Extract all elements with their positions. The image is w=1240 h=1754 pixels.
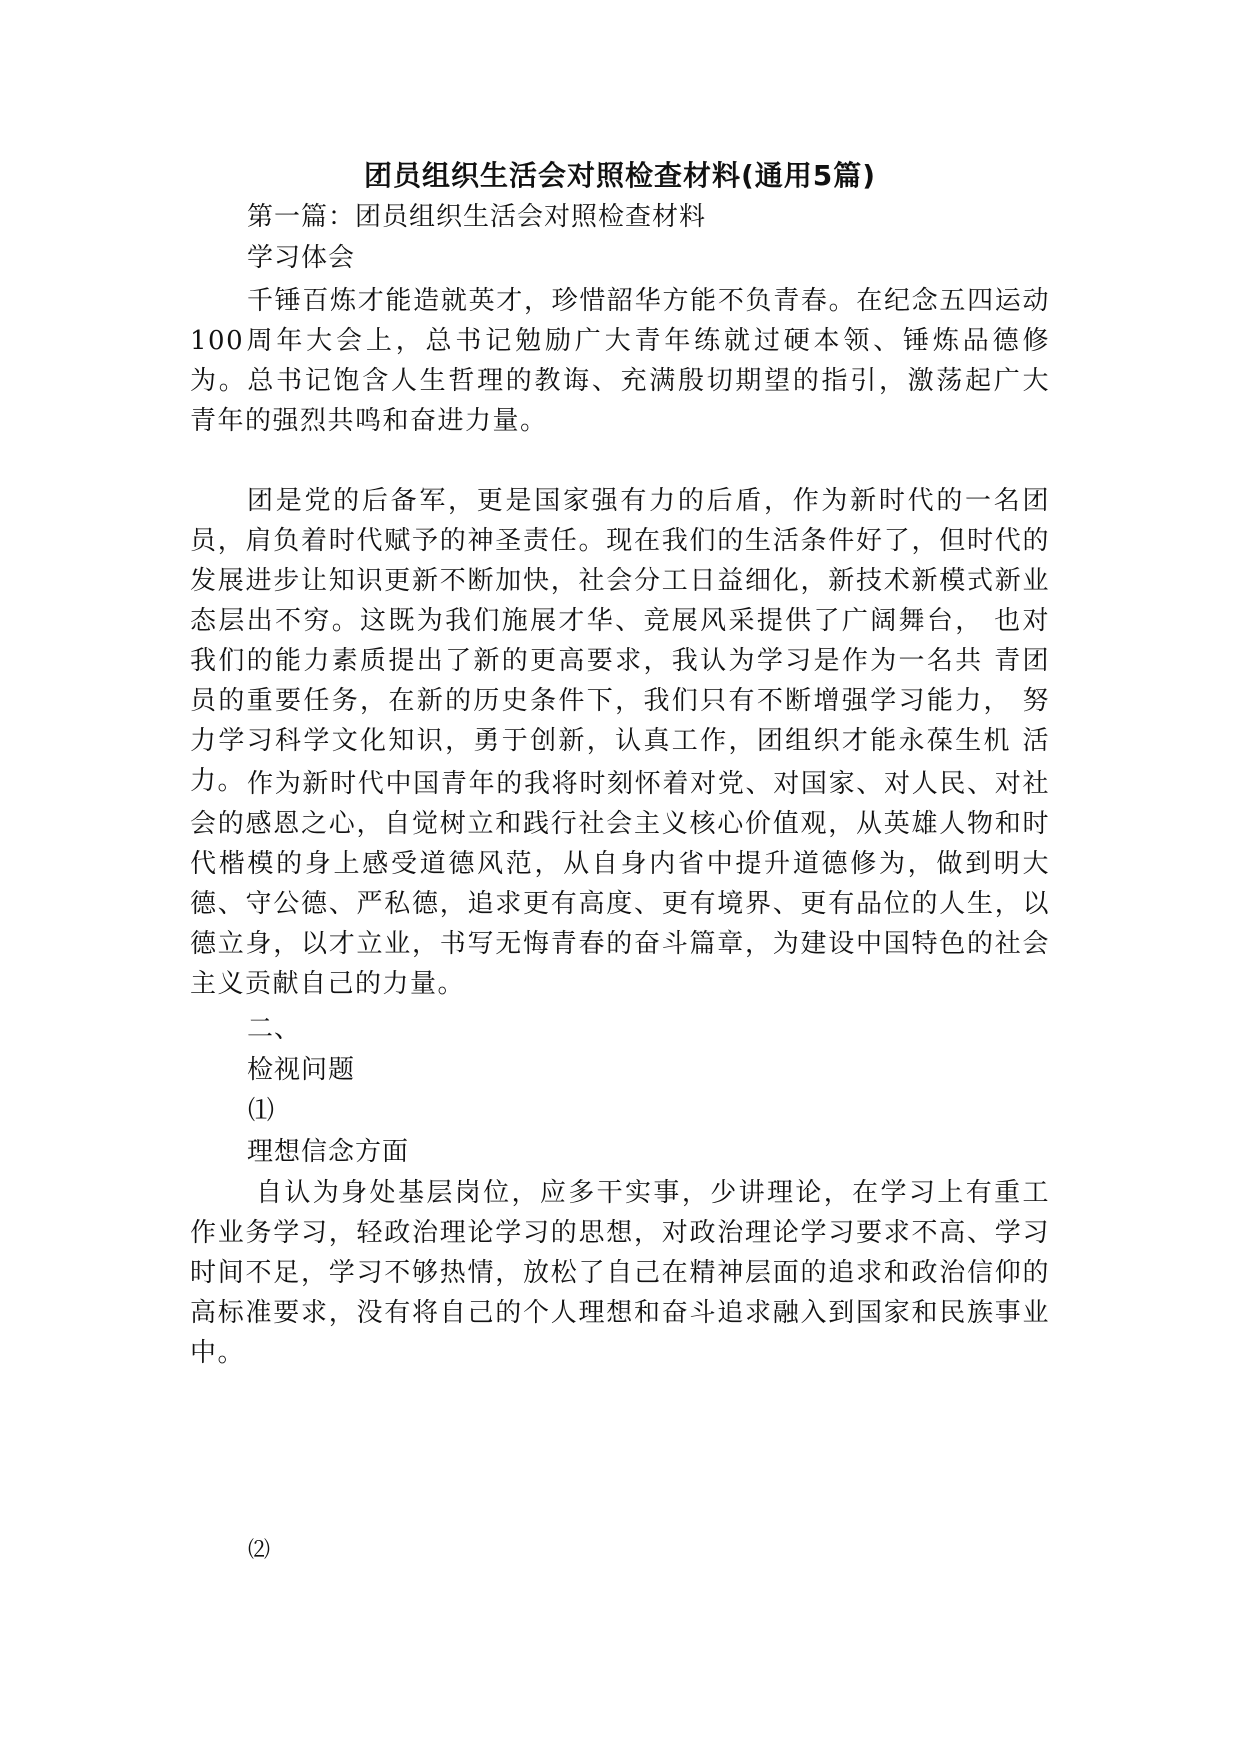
section1-heading: 第一篇：团员组织生活会对照检查材料 <box>247 202 707 232</box>
paragraph-2: 团是党的后备军，更是国家强有力的后盾，作为新时代的一名团员，肩负着时代赋予的神圣责任。现在我们的生活条件好了，但时代的发展进步让知识更新不断加快，社会分工日益细化，新技术新模式新业态层出不穷。这既为我们施展才华、竞展风采提供了广阔舞台， 也对我们的能力素质提出了新的更高要求，我认为学习是作为一名共 青团员的重要任务，在新的历史条件下，我们只有不断增强学习能力， 努力学习科学文化知识，勇于创新，认真工作，团组织才能永葆生机 活力。 <box>190 486 1050 796</box>
item1-heading: 理想信念方面 <box>247 1137 410 1167</box>
item1-paragraph: 自认为身处基层岗位，应多干实事，少讲理论，在学习上有重工作业务学习，轻政治理论学习的思想，对政治理论学习要求不高、学习时间不足，学习不够热情，放松了自己在精神层面的追求和政治信仰的高标准要求，没有将自己的个人理想和奋斗追求融入到国家和民族事业中。 <box>190 1178 1050 1368</box>
item2-marker: ⑵ <box>248 1538 271 1563</box>
study-subheading: 学习体会 <box>247 243 356 273</box>
paragraph-3: 作为新时代中国青年的我将时刻怀着对党、对国家、对人民、对社会的感恩之心，自觉树立和践行社会主义核心价值观，从英雄人物和时代楷模的身上感受道德风范，从自身内省中提升道德修为，做到明大德、守公德、严私德，追求更有高度、更有境界、更有品位的人生，以德立身，以才立业，书写无悔青春的奋斗篇章，为建设中国特色的社会主义贡献自己的力量。 <box>190 769 1050 999</box>
document-title: 团员组织生活会对照检查材料(通用5篇) <box>363 159 877 192</box>
paragraph-1: 千锤百炼才能造就英才，珍惜韶华方能不负青春。在纪念五四运动100周年大会上，总书记勉励广大青年练就过硬本领、锤炼品德修 为。总书记饱含人生哲理的教诲、充满殷切期望的指引，激荡起广大 青年的强烈共鸣和奋进力量。 <box>190 286 1050 436</box>
section2-heading: 检视问题 <box>247 1055 356 1085</box>
item1-marker: ⑴ <box>248 1096 275 1126</box>
section2-number: 二、 <box>247 1014 302 1044</box>
